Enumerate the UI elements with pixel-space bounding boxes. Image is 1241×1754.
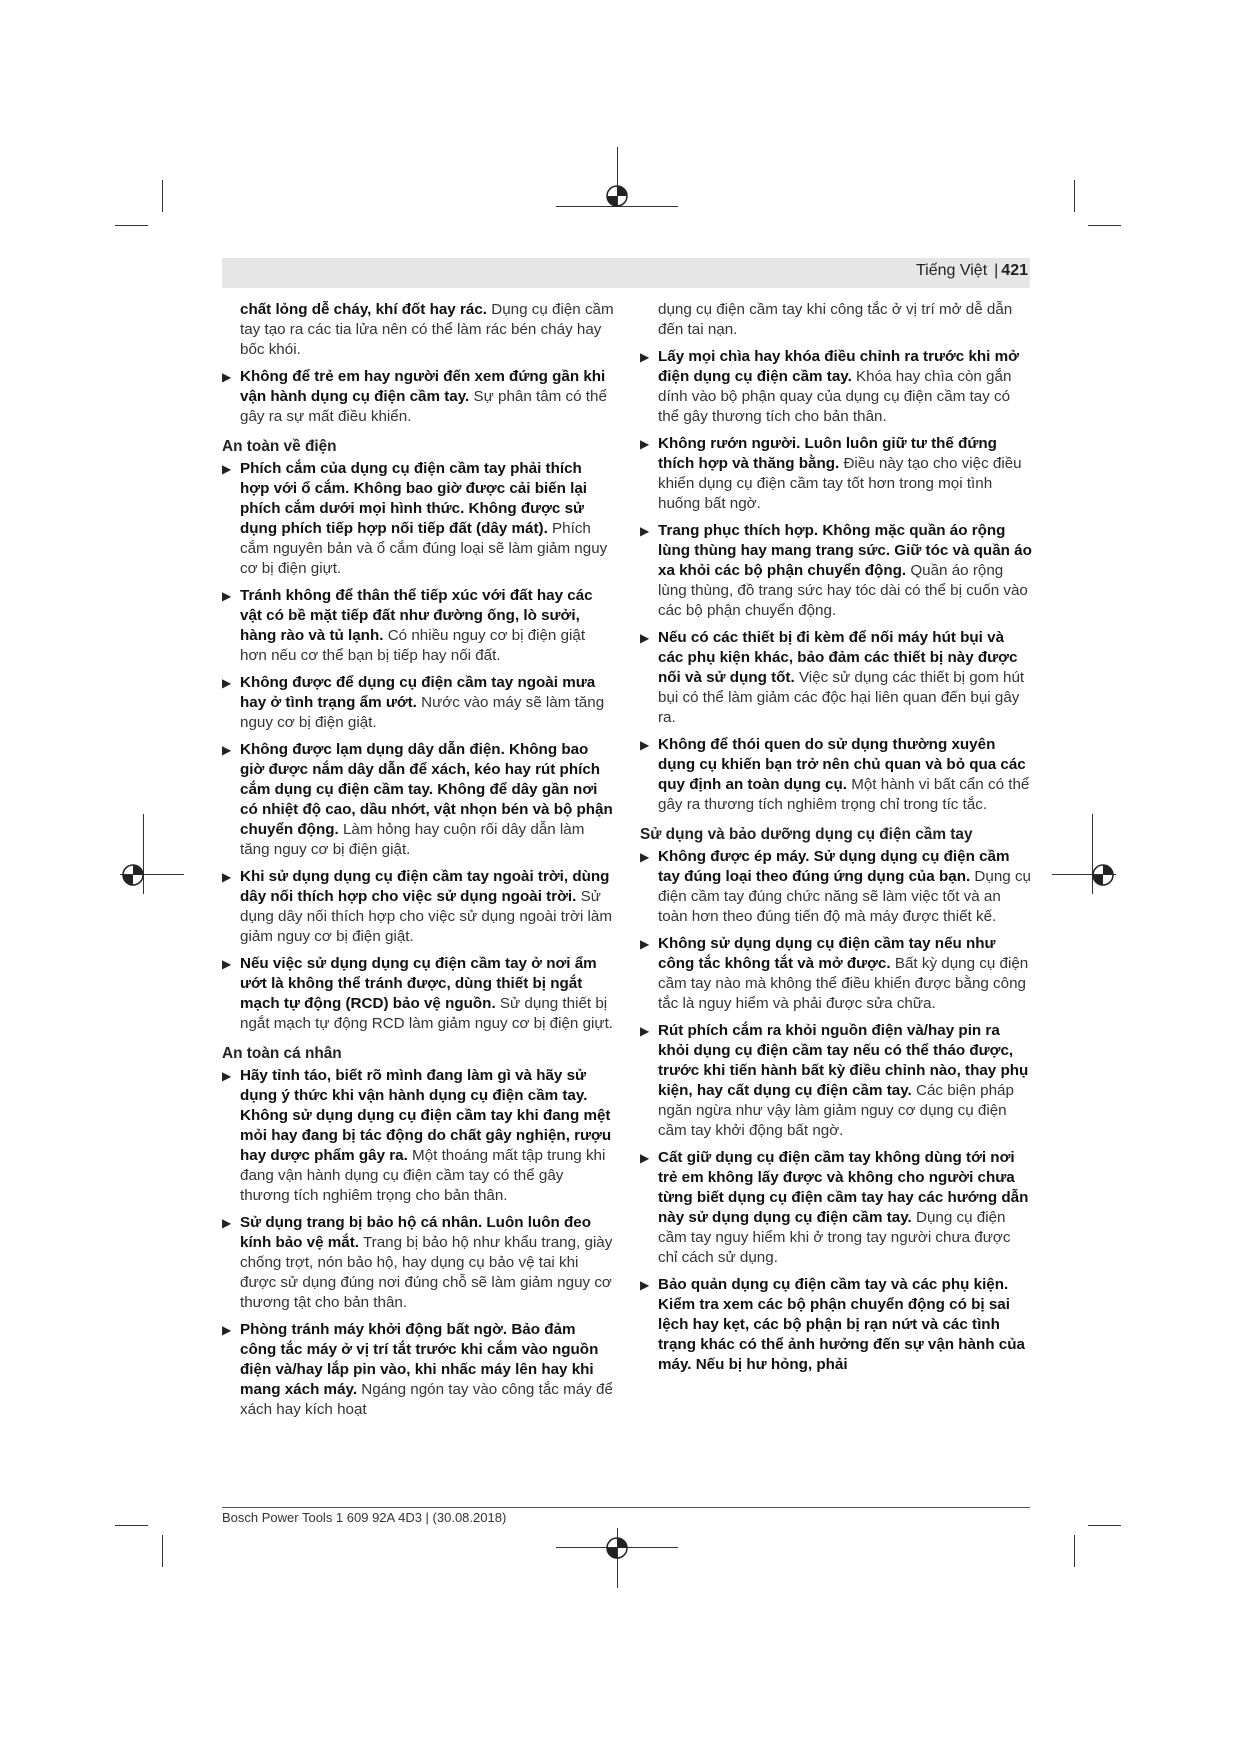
section-heading-personal: An toàn cá nhân	[222, 1045, 342, 1062]
triangle-bullet-icon: ▶	[640, 1278, 650, 1292]
list-item	[222, 1320, 614, 1420]
item-bold: Hãy tỉnh táo, biết rõ mình đang làm gì và hãy sử dụng ý thức khi vận hành dụng cụ điện cầm tay. Không sử dụng dụng cụ điện cầm tay khi đang mệt mỏi hay đang bị tác động do chất gây nghiện, rượu hay dược phẩm gây ra.	[240, 1067, 612, 1164]
triangle-bullet-icon: ▶	[222, 676, 232, 690]
item-bold: Không được ép máy. Sử dụng dụng cụ điện cầm tay đúng loại theo đúng ứng dụng của bạn.	[658, 848, 1010, 885]
header-band	[222, 258, 1030, 288]
list-item	[222, 673, 614, 733]
list-item	[222, 586, 614, 666]
item-bold: Không để thói quen do sử dụng thường xuyên dụng cụ khiến bạn trở nên chủ quan và bỏ qua các quy định an toàn dụng cụ.	[658, 736, 1026, 793]
triangle-bullet-icon: ▶	[222, 870, 232, 884]
item-bold: Bảo quản dụng cụ điện cầm tay và các phụ kiện. Kiểm tra xem các bộ phận chuyển động có bị sai lệch hay kẹt, các bộ phận bị rạn nứt và các tình trạng khác có thể ảnh hưởng đến sự vận hành của máy. Nếu bị hư hỏng, phải	[658, 1276, 1025, 1373]
item-text: Sử dụng dây nối thích hợp cho việc sử dụng ngoài trời làm giảm nguy cơ bị điện giật.	[240, 888, 613, 945]
item-text: Quần áo rộng lùng thùng, đồ trang sức hay tóc dài có thể bị cuốn vào các bộ phận chuyển động.	[658, 562, 1028, 619]
triangle-bullet-icon: ▶	[640, 437, 650, 451]
item-text: Một hành vi bất cẩn có thể gây ra thương tích nghiêm trọng chỉ trong tíc tắc.	[658, 776, 1030, 813]
crop-mark	[1088, 225, 1121, 226]
list-item	[640, 735, 1032, 815]
item-text: Ngáng ngón tay vào công tắc máy để xách hay kích hoạt	[240, 1381, 613, 1418]
paragraph-bold: chất lỏng dễ cháy, khí đốt hay rác.	[240, 301, 487, 318]
list-item	[222, 1213, 614, 1313]
item-text: Nước vào máy sẽ làm tăng nguy cơ bị điện giật.	[240, 694, 605, 731]
item-bold: Không được lạm dụng dây dẫn điện. Không bao giờ được nắm dây dẫn để xách, kéo hay rút phích cắm dụng cụ điện cầm tay. Không để dây gần nơi có nhiệt độ cao, dầu nhớt, vật nhọn bén và bộ phận chuyển động.	[240, 741, 613, 838]
registration-mark-icon	[1088, 860, 1118, 890]
triangle-bullet-icon: ▶	[222, 1323, 232, 1337]
item-text: Một thoáng mất tập trung khi đang vận hành dụng cụ điện cầm tay có thể gây thương tích nghiêm trọng cho bản thân.	[240, 1147, 606, 1204]
continuation-paragraph	[640, 300, 1032, 340]
triangle-bullet-icon: ▶	[222, 370, 232, 384]
triangle-bullet-icon: ▶	[640, 524, 650, 538]
item-bold: Nếu có các thiết bị đi kèm để nối máy hút bụi và các phụ kiện khác, bảo đảm các thiết bị này được nối và sử dụng tốt.	[658, 629, 1018, 686]
header-separator: |	[994, 262, 999, 279]
item-text: Sự phân tâm có thể gây ra sự mất điều khiển.	[240, 388, 607, 425]
list-item	[222, 1066, 614, 1206]
item-bold: Không để trẻ em hay người đến xem đứng gần khi vận hành dụng cụ điện cầm tay.	[240, 368, 606, 405]
triangle-bullet-icon: ▶	[640, 350, 650, 364]
triangle-bullet-icon: ▶	[222, 1069, 232, 1083]
item-bold: Phích cắm của dụng cụ điện cầm tay phải thích hợp với ổ cắm. Không bao giờ được cải biến lại phích cắm dưới mọi hình thức. Không được sử dụng phích tiếp hợp nối tiếp đất (dây mát).	[240, 460, 588, 537]
paragraph-text: Dụng cụ điện cầm tay tạo ra các tia lửa nên có thể làm rác bén cháy hay bốc khói.	[240, 301, 614, 358]
item-text: Dụng cụ điện cầm tay đúng chức năng sẽ làm việc tốt và an toàn hơn theo đúng tiến độ mà máy được thiết kế.	[658, 868, 1031, 925]
item-bold: Trang phục thích hợp. Không mặc quần áo rộng lùng thùng hay mang trang sức. Giữ tóc và quần áo xa khỏi các bộ phận chuyển động.	[658, 522, 1032, 579]
registration-mark-icon	[602, 1533, 632, 1563]
item-text: Việc sử dụng các thiết bị gom hút bụi có thể làm giảm các độc hại liên quan đến bụi gây ra.	[658, 669, 1025, 726]
list-item	[640, 347, 1032, 427]
item-bold: Không rướn người. Luôn luôn giữ tư thế đứng thích hợp và thăng bằng.	[658, 435, 997, 472]
list-item	[640, 934, 1032, 1014]
crop-mark	[162, 180, 163, 212]
item-text: Có nhiều nguy cơ bị điện giật hơn nếu cơ thể bạn bị tiếp hay nối đất.	[240, 627, 586, 664]
triangle-bullet-icon: ▶	[640, 937, 650, 951]
crop-mark	[1074, 1535, 1075, 1567]
triangle-bullet-icon: ▶	[222, 1216, 232, 1230]
item-bold: Sử dụng trang bị bảo hộ cá nhân. Luôn luôn đeo kính bảo vệ mắt.	[240, 1214, 592, 1251]
item-bold: Không sử dụng dụng cụ điện cầm tay nếu như công tắc không tắt và mở được.	[658, 935, 996, 972]
triangle-bullet-icon: ▶	[222, 462, 232, 476]
list-item	[640, 434, 1032, 514]
list-item	[222, 867, 614, 947]
header-language: Tiếng Việt	[915, 262, 988, 279]
item-bold: Tránh không để thân thể tiếp xúc với đất hay các vật có bề mặt tiếp đất như đường ống, lò sưởi, hàng rào và tủ lạnh.	[240, 587, 593, 644]
item-bold: Khi sử dụng dụng cụ điện cầm tay ngoài trời, dùng dây nối thích hợp cho việc sử dụng ngoài trời.	[240, 868, 610, 905]
page-header	[916, 262, 1028, 280]
item-text: Các biện pháp ngăn ngừa như vậy làm giảm nguy cơ dụng cụ điện cầm tay khởi động bất ngờ.	[658, 1082, 1014, 1139]
right-column	[640, 300, 1032, 1382]
section-heading-use: Sử dụng và bảo dưỡng dụng cụ điện cầm tay	[640, 826, 973, 843]
item-text: Dụng cụ điện cầm tay nguy hiểm khi ở trong tay người chưa được chỉ cách sử dụng.	[658, 1209, 1011, 1266]
item-text: Trang bị bảo hộ như khẩu trang, giày chống trợt, nón bảo hộ, hay dụng cụ bảo vệ tai khi được sử dụng đúng nơi đúng chỗ sẽ làm giảm nguy cơ thương tật cho bản thân.	[240, 1234, 613, 1311]
registration-mark-icon	[602, 181, 632, 211]
item-text: Làm hỏng hay cuộn rối dây dẫn làm tăng nguy cơ bị điện giật.	[240, 821, 585, 858]
triangle-bullet-icon: ▶	[222, 743, 232, 757]
item-text: Sử dụng thiết bị ngắt mạch tự động RCD làm giảm nguy cơ bị điện giựt.	[240, 995, 614, 1032]
item-bold: Phòng tránh máy khởi động bất ngờ. Bảo đảm công tắc máy ở vị trí tắt trước khi cắm vào nguồn điện và/hay lắp pin vào, khi nhấc máy lên hay khi mang xách máy.	[240, 1321, 599, 1398]
item-bold: Nếu việc sử dụng dụng cụ điện cầm tay ở nơi ẩm ướt là không thể tránh được, dùng thiết bị ngắt mạch tự động (RCD) bảo vệ nguồn.	[240, 955, 597, 1012]
item-text: Điều này tạo cho việc điều khiển dụng cụ điện cầm tay tốt hơn trong mọi tình huống bất ngờ.	[658, 455, 1022, 512]
item-bold: Rút phích cắm ra khỏi nguồn điện và/hay pin ra khỏi dụng cụ điện cầm tay nếu có thể tháo được, trước khi tiến hành bất kỳ điều chỉnh nào, thay phụ kiện, hay cất dụng cụ điện cầm tay.	[658, 1022, 1029, 1099]
item-text: Phích cắm nguyên bản và ổ cắm đúng loại sẽ làm giảm nguy cơ bị điện giựt.	[240, 520, 608, 577]
list-item	[640, 1275, 1032, 1375]
crop-mark	[1088, 1525, 1121, 1526]
item-bold: Cất giữ dụng cụ điện cầm tay không dùng tới nơi trẻ em không lấy được và không cho người chưa từng biết dụng cụ điện cầm tay hay các hướng dẫn này sử dụng dụng cụ điện cầm tay.	[658, 1149, 1029, 1226]
section-heading-electrical: An toàn về điện	[222, 438, 337, 455]
item-bold: Lấy mọi chìa hay khóa điều chỉnh ra trước khi mở điện dụng cụ điện cầm tay.	[658, 348, 1019, 385]
left-column	[222, 300, 614, 1427]
crop-mark	[115, 225, 148, 226]
intro-paragraph	[222, 300, 614, 360]
list-item	[222, 740, 614, 860]
list-item	[640, 521, 1032, 621]
list-item	[640, 847, 1032, 927]
crop-mark	[1074, 180, 1075, 212]
list-item	[640, 628, 1032, 728]
page-number: 421	[1001, 262, 1028, 279]
triangle-bullet-icon: ▶	[222, 589, 232, 603]
list-item	[222, 954, 614, 1034]
crop-mark	[162, 1535, 163, 1567]
triangle-bullet-icon: ▶	[222, 957, 232, 971]
page-footer: Bosch Power Tools 1 609 92A 4D3 | (30.08.2018)	[222, 1510, 507, 1525]
list-item	[640, 1148, 1032, 1268]
list-item	[222, 459, 614, 579]
item-text: Bất kỳ dụng cụ điện cầm tay nào mà không thể điều khiển được bằng công tắc là nguy hiểm và phải được sửa chữa.	[658, 955, 1029, 1012]
triangle-bullet-icon: ▶	[640, 1151, 650, 1165]
item-bold: Không được để dụng cụ điện cầm tay ngoài mưa hay ở tình trạng ẩm ướt.	[240, 674, 596, 711]
crop-mark	[115, 1525, 148, 1526]
item-text: Khóa hay chìa còn gắn dính vào bộ phận quay của dụng cụ điện cầm tay có thể gây thương tích cho bản thân.	[658, 368, 1012, 425]
triangle-bullet-icon: ▶	[640, 738, 650, 752]
triangle-bullet-icon: ▶	[640, 1024, 650, 1038]
list-item	[222, 367, 614, 427]
list-item	[640, 1021, 1032, 1141]
triangle-bullet-icon: ▶	[640, 631, 650, 645]
registration-mark-icon	[118, 860, 148, 890]
footer-rule	[222, 1507, 1030, 1508]
triangle-bullet-icon: ▶	[640, 850, 650, 864]
paragraph-text: dụng cụ điện cầm tay khi công tắc ở vị trí mở dễ dẫn đến tai nạn.	[658, 301, 1013, 338]
